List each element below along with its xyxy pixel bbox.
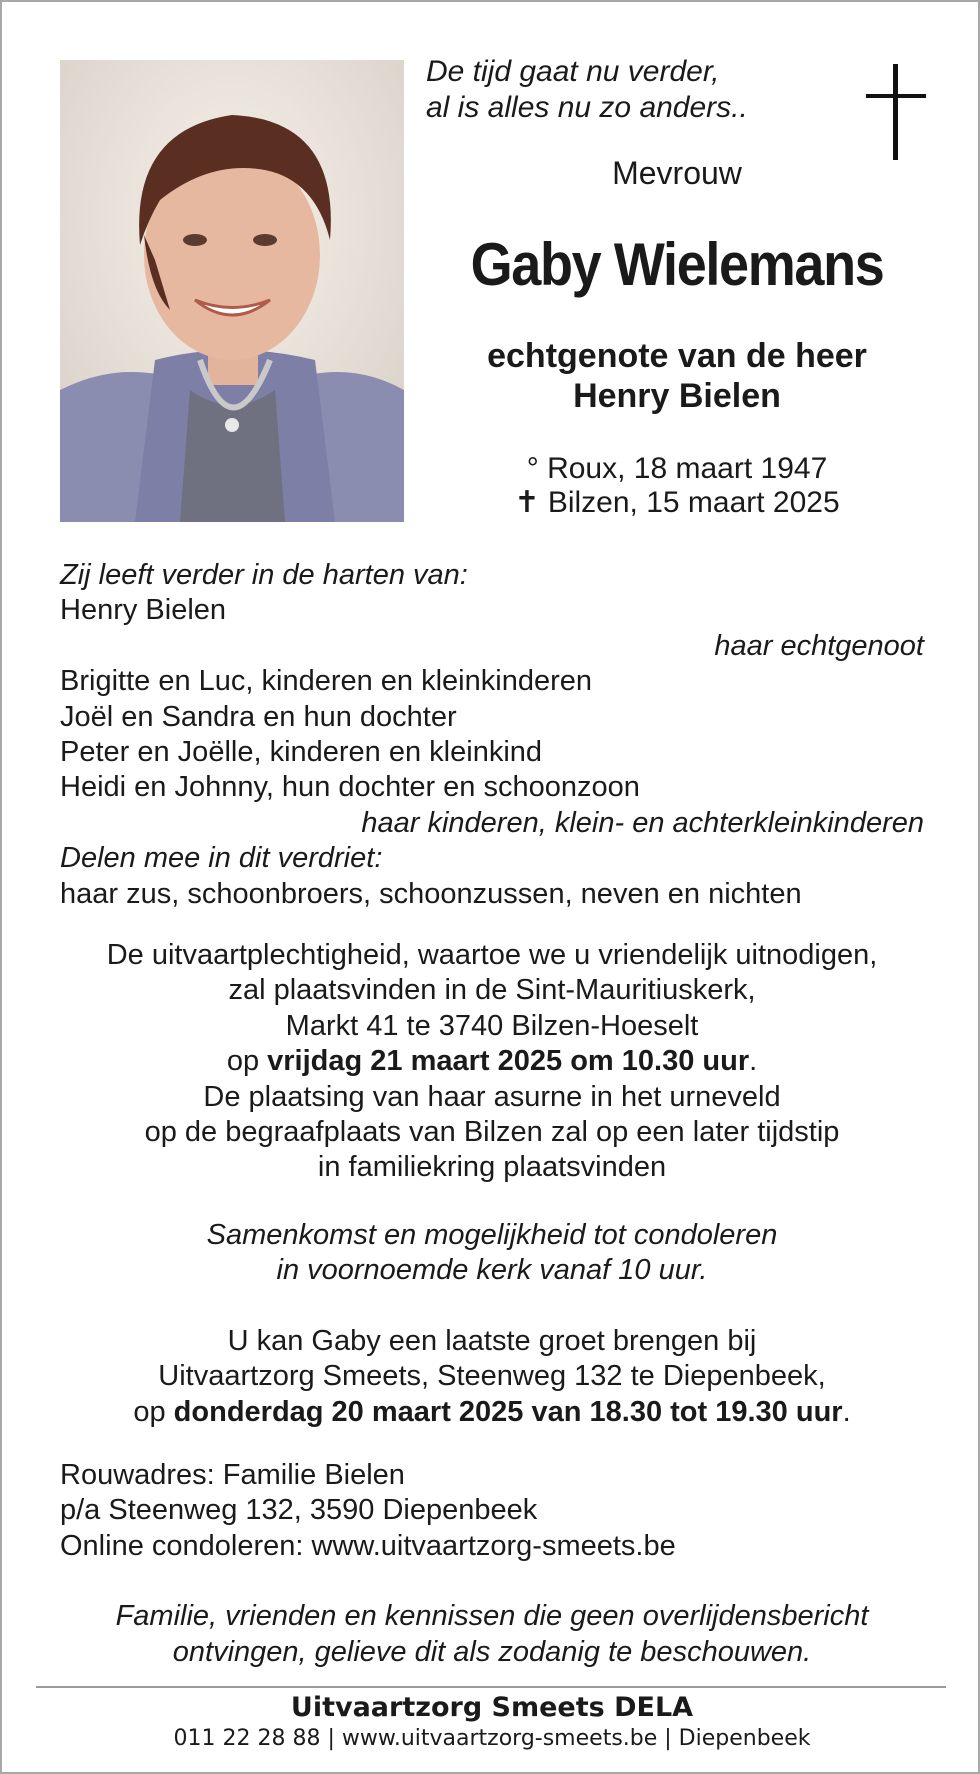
- cross-icon: [866, 64, 926, 160]
- footer-info: 011 22 28 88 | www.uitvaartzorg-smeets.be | Diepenbeek: [173, 1726, 811, 1751]
- deceased-name: Gaby Wielemans: [470, 231, 884, 298]
- family-note-line: ontvingen, gelieve dit als zodanig te beschouwen.: [172, 1636, 812, 1668]
- death-date: ✝ Bilzen, 15 maart 2025: [514, 486, 840, 519]
- portrait-photo: [60, 60, 404, 522]
- life-dates: [442, 452, 912, 520]
- visitation-date: donderdag 20 maart 2025 van 18.30 tot 19.30 uur: [173, 1395, 843, 1428]
- spouse-line: [442, 336, 912, 416]
- survivor-spouse-role: haar echtgenoot: [714, 629, 924, 662]
- ceremony-date: vrijdag 21 maart 2025 om 10.30 uur: [267, 1045, 750, 1078]
- gathering-line: in voornoemde kerk vanaf 10 uur.: [276, 1254, 708, 1287]
- also-intro: Delen mee in dit verdriet:: [60, 842, 383, 875]
- gathering-line: Samenkomst en mogelijkheid tot condoleren: [206, 1219, 778, 1251]
- survivor-children-role: haar kinderen, klein- en achterkleinkinderen: [361, 806, 924, 839]
- visitation-suffix: .: [842, 1395, 851, 1428]
- ceremony-suffix: .: [749, 1045, 758, 1078]
- survivor-child: Brigitte en Luc, kinderen en kleinkinderen: [60, 665, 592, 698]
- ceremony-line: De uitvaartplechtigheid, waartoe we u vriendelijk uitnodigen,: [106, 939, 878, 971]
- salutation: Mevrouw: [612, 155, 742, 191]
- contact-details: [60, 1458, 676, 1564]
- opening-quote: [426, 54, 748, 126]
- visitation-details: [42, 1324, 942, 1430]
- ceremony-line: zal plaatsvinden in de Sint-Mauritiuskerk,: [228, 974, 756, 1007]
- family-note-line: Familie, vrienden en kennissen die geen overlijdensbericht: [115, 1600, 869, 1632]
- online-condolence: Online condoleren: www.uitvaartzorg-smeets.be: [60, 1529, 676, 1562]
- also-list: haar zus, schoonbroers, schoonzussen, neven en nichten: [60, 877, 802, 910]
- mourning-address-street: p/a Steenweg 132, 3590 Diepenbeek: [60, 1494, 538, 1527]
- spouse-line-1: echtgenote van de heer: [487, 337, 867, 375]
- birth-date: ° Roux, 18 maart 1947: [526, 452, 828, 485]
- survivor-child: Peter en Joëlle, kinderen en kleinkind: [60, 736, 543, 769]
- mourning-address: Rouwadres: Familie Bielen: [60, 1459, 405, 1491]
- quote-line: De tijd gaat nu verder,: [426, 55, 720, 88]
- visitation-line: Uitvaartzorg Smeets, Steenweg 132 te Diepenbeek,: [158, 1360, 826, 1393]
- survivors-intro: Zij leeft verder in de harten van:: [60, 559, 468, 591]
- survivor-child: Heidi en Johnny, hun dochter en schoonzoon: [60, 771, 640, 804]
- spouse-line-2: Henry Bielen: [573, 377, 781, 415]
- survivors-list: [60, 558, 924, 912]
- ceremony-line: in familiekring plaatsvinden: [317, 1151, 667, 1184]
- ceremony-prefix: op: [226, 1045, 268, 1078]
- gathering-note: [42, 1218, 942, 1289]
- ceremony-details: [42, 938, 942, 1186]
- family-note: [42, 1598, 942, 1670]
- ceremony-line: Markt 41 te 3740 Bilzen-Hoeselt: [285, 1009, 699, 1042]
- visitation-date-line: [42, 1395, 942, 1430]
- quote-line: al is alles nu zo anders..: [426, 91, 748, 124]
- visitation-prefix: op: [133, 1395, 174, 1428]
- portrait-illustration: [60, 60, 404, 522]
- footer-company: Uitvaartzorg Smeets DELA: [290, 1692, 694, 1723]
- footer-divider: [36, 1686, 946, 1688]
- survivor-spouse: Henry Bielen: [60, 594, 227, 627]
- visitation-line: U kan Gaby een laatste groet brengen bij: [227, 1325, 757, 1357]
- survivor-child: Joël en Sandra en hun dochter: [60, 700, 457, 733]
- ceremony-date-line: [42, 1044, 942, 1079]
- ceremony-line: op de begraafplaats van Bilzen zal op een later tijdstip: [144, 1116, 840, 1149]
- ceremony-line: De plaatsing van haar asurne in het urneveld: [203, 1080, 781, 1113]
